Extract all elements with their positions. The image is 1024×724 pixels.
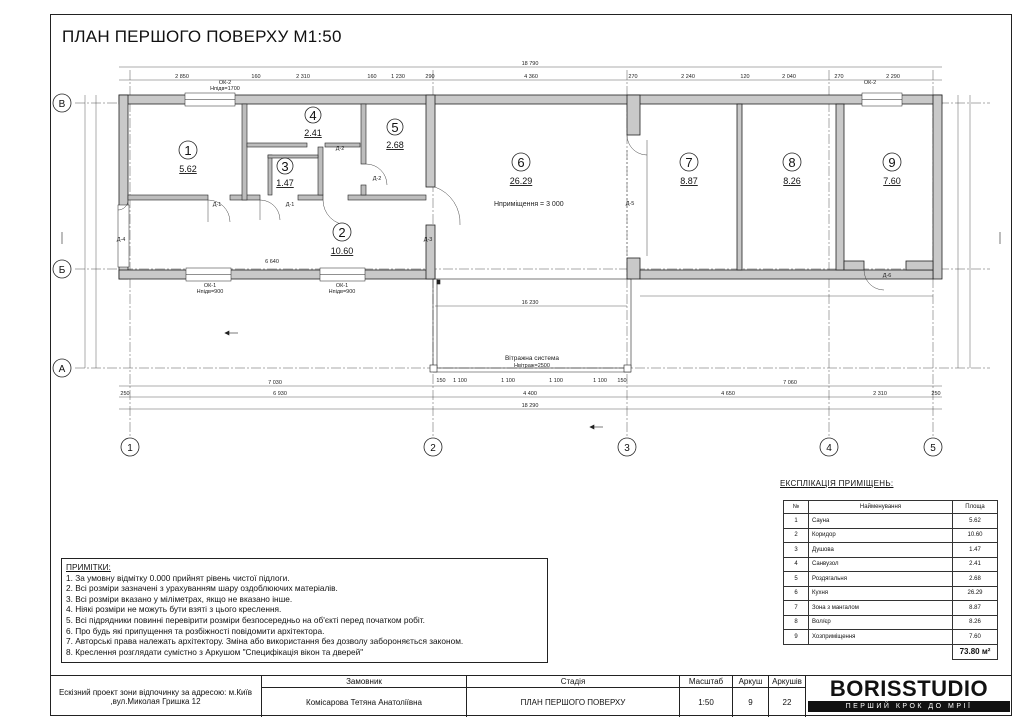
room-height-note: Hприміщення = 3 000 bbox=[494, 201, 564, 208]
dim-text: 1 100 bbox=[453, 378, 467, 384]
stage-cell bbox=[467, 676, 680, 717]
table-row bbox=[784, 514, 998, 529]
table-cell: Кухня bbox=[809, 586, 953, 601]
stage-value: ПЛАН ПЕРШОГО ПОВЕРХУ bbox=[520, 697, 626, 707]
room-number: 1 bbox=[184, 143, 192, 158]
table-cell: 8.26 bbox=[953, 615, 998, 630]
window-label: ОК-1 bbox=[203, 283, 217, 289]
door-label: Д-6 bbox=[882, 273, 892, 279]
customer-cell bbox=[262, 676, 467, 717]
table-cell: 10.60 bbox=[953, 528, 998, 543]
note-item: 4. Ніякі розміри не можуть бути взяті з цього креслення. bbox=[66, 604, 282, 615]
room-area: 10.60 bbox=[330, 246, 354, 256]
table-cell: 1 bbox=[784, 514, 809, 529]
window-label: ОК-2 bbox=[218, 80, 232, 86]
table-cell: 7.60 bbox=[953, 630, 998, 645]
room-area: 7.60 bbox=[883, 176, 901, 186]
scale-value: 1:50 bbox=[698, 697, 714, 707]
dim-text: 120 bbox=[740, 74, 750, 80]
room-area: 8.87 bbox=[680, 176, 698, 186]
dim-text: 250 bbox=[931, 391, 941, 397]
dim-text: 1 100 bbox=[549, 378, 563, 384]
room-area: 2.41 bbox=[304, 128, 322, 138]
room-area: 5.62 bbox=[179, 164, 197, 174]
logo-name: BORISSTUDIO bbox=[829, 676, 989, 701]
dim-text: 160 bbox=[251, 74, 261, 80]
door-swings bbox=[118, 135, 884, 290]
axis-col-label: 1 bbox=[127, 443, 133, 454]
door-label: Д-1 bbox=[285, 202, 295, 208]
note-item: 7. Авторські права належать архітектору. Зміна або використання без дозволу забороняється законом. bbox=[66, 636, 464, 647]
table-cell: 3 bbox=[784, 543, 809, 558]
studio-logo bbox=[808, 677, 1010, 714]
dim-text: 7 060 bbox=[783, 380, 797, 386]
axis-grid bbox=[75, 70, 990, 440]
table-header-cell: Найменування bbox=[809, 501, 953, 514]
room-number: 8 bbox=[788, 155, 796, 170]
door-label: Д-4 bbox=[116, 237, 126, 243]
window-sill: Hпідв=900 bbox=[196, 289, 224, 295]
table-cell: 9 bbox=[784, 630, 809, 645]
stage-label: Стадія bbox=[467, 676, 679, 688]
door-label: Д-5 bbox=[625, 201, 635, 207]
table-cell: Коридор bbox=[809, 528, 953, 543]
dim-text: 250 bbox=[120, 391, 130, 397]
table-cell: Сауна bbox=[809, 514, 953, 529]
dim-text: 1 100 bbox=[501, 378, 515, 384]
drawing-title: ПЛАН ПЕРШОГО ПОВЕРХУ М1:50 bbox=[62, 27, 342, 46]
table-cell: Хозприміщення bbox=[809, 630, 953, 645]
table-cell: 5 bbox=[784, 572, 809, 587]
note-item: 8. Креслення розглядати сумістно з Аркушом "Специфікація вікон та дверей" bbox=[66, 646, 364, 657]
table-cell: 4 bbox=[784, 557, 809, 572]
table-cell: 7 bbox=[784, 601, 809, 616]
explication-table bbox=[783, 500, 998, 660]
room-number: 5 bbox=[391, 120, 399, 135]
table-row bbox=[784, 528, 998, 543]
total-area: 73.80 м² bbox=[953, 644, 998, 659]
explication-title: ЕКСПЛІКАЦІЯ ПРИМІЩЕНЬ: bbox=[780, 479, 894, 488]
axis-col-label: 5 bbox=[930, 443, 936, 454]
table-row bbox=[784, 543, 998, 558]
table-cell: Вол/єр bbox=[809, 615, 953, 630]
room-number: 4 bbox=[309, 108, 317, 123]
axis-row-label: В bbox=[58, 99, 66, 110]
note-item: 6. Про будь які припущення та розбіжності повідомити архітектора. bbox=[66, 625, 325, 636]
note-item: 2. Всі розміри зазначені з урахуванням шару оздоблюючих матеріалів. bbox=[66, 583, 338, 594]
door-label: Д-2 bbox=[372, 176, 382, 182]
table-cell: 2.68 bbox=[953, 572, 998, 587]
dim-text: 4 400 bbox=[523, 391, 537, 397]
sheets-cell bbox=[769, 676, 806, 717]
axis-row-label: А bbox=[58, 364, 66, 375]
sheets-label: Аркушів bbox=[769, 676, 805, 688]
axis-col-label: 3 bbox=[624, 443, 630, 454]
dim-text: 150 bbox=[436, 378, 446, 384]
scale-cell bbox=[680, 676, 733, 717]
room-number: 2 bbox=[338, 225, 346, 240]
table-row bbox=[784, 630, 998, 645]
dim-text: 4 650 bbox=[721, 391, 735, 397]
door-label: Д-2 bbox=[335, 146, 345, 152]
window-sill: Hпідв=900 bbox=[328, 289, 356, 295]
dim-text: 270 bbox=[834, 74, 844, 80]
table-cell: 2.41 bbox=[953, 557, 998, 572]
dim-text: 290 bbox=[425, 74, 435, 80]
note-item: 3. Всі розміри вказано у міліметрах, якщо не вказано інше. bbox=[66, 593, 293, 604]
room-area: 1.47 bbox=[276, 178, 294, 188]
project-cell bbox=[50, 676, 262, 717]
table-header-cell: Площа bbox=[953, 501, 998, 514]
dim-text: 160 bbox=[367, 74, 377, 80]
table-cell: 6 bbox=[784, 586, 809, 601]
dim-overall-bottom: 18 290 bbox=[521, 403, 539, 409]
dim-text: 2 040 bbox=[782, 74, 796, 80]
dim-text: 2 310 bbox=[873, 391, 887, 397]
table-cell: Роздягальня bbox=[809, 572, 953, 587]
window-label: ОК-2 bbox=[863, 80, 877, 86]
table-row bbox=[784, 586, 998, 601]
room-number: 3 bbox=[281, 159, 289, 174]
dim-text: 150 bbox=[617, 378, 627, 384]
scale-label: Масштаб bbox=[680, 676, 732, 688]
dim-text: 2 240 bbox=[681, 74, 695, 80]
logo-tagline: ПЕРШИЙ КРОК ДО МРІЇ bbox=[808, 701, 1010, 712]
sheet-label: Аркуш bbox=[733, 676, 768, 688]
axis-col-label: 4 bbox=[826, 443, 832, 454]
dim-text: 1 230 bbox=[391, 74, 405, 80]
table-row bbox=[784, 615, 998, 630]
note-item: 1. За умовну відмітку 0.000 прийнят рівень чистої підлоги. bbox=[66, 572, 290, 583]
dim-corridor: 6 640 bbox=[265, 259, 279, 265]
table-cell: Душова bbox=[809, 543, 953, 558]
dim-text: 2 850 bbox=[175, 74, 189, 80]
table-cell: Зона з мангалом bbox=[809, 601, 953, 616]
dim-text: 7 030 bbox=[268, 380, 282, 386]
room-area: 2.68 bbox=[386, 140, 404, 150]
room-number: 6 bbox=[517, 155, 525, 170]
window-sill: Hпідв=1700 bbox=[210, 86, 240, 92]
notes-panel bbox=[61, 558, 548, 663]
table-cell: 1.47 bbox=[953, 543, 998, 558]
table-cell: 2 bbox=[784, 528, 809, 543]
table-header-row bbox=[784, 501, 998, 514]
customer-name: Комісарова Тетяна Анатоліївна bbox=[306, 697, 422, 707]
glazing-height: Hвітраж=2500 bbox=[514, 363, 550, 369]
table-cell: 5.62 bbox=[953, 514, 998, 529]
axis-row-label: Б bbox=[58, 265, 66, 276]
dim-overall-top: 18 790 bbox=[521, 61, 539, 67]
table-header-cell: № bbox=[784, 501, 809, 514]
dim-text: 270 bbox=[628, 74, 638, 80]
table-cell: Санвузол bbox=[809, 557, 953, 572]
table-row bbox=[784, 572, 998, 587]
dim-text: 4 360 bbox=[524, 74, 538, 80]
note-item: 5. Всі підрядники повинні перевірити розміри безпосередньо на об'єкті перед початком робіт. bbox=[66, 614, 425, 625]
room-markers bbox=[179, 107, 901, 241]
door-label: Д-1 bbox=[212, 202, 222, 208]
table-row bbox=[784, 557, 998, 572]
sheets-value: 22 bbox=[782, 697, 792, 707]
table-cell: 8.87 bbox=[953, 601, 998, 616]
dim-long: 16 230 bbox=[521, 300, 539, 306]
windows bbox=[118, 93, 902, 281]
project-description: Ескізний проект зони відпочинку за адресою: м.Київ ,вул.Миколая Гришка 12 bbox=[59, 688, 252, 706]
room-area: 26.29 bbox=[509, 176, 533, 186]
glazing-label: Вітражна система bbox=[504, 355, 560, 362]
table-cell: 26.29 bbox=[953, 586, 998, 601]
room-area: 8.26 bbox=[783, 176, 801, 186]
table-total-row bbox=[784, 644, 998, 659]
room-number: 9 bbox=[888, 155, 896, 170]
door-label: Д-3 bbox=[423, 237, 433, 243]
room-numbers bbox=[184, 108, 895, 240]
dim-text: 2 310 bbox=[296, 74, 310, 80]
plan-annotations bbox=[117, 146, 892, 369]
dim-text: 1 100 bbox=[593, 378, 607, 384]
notes-header: ПРИМІТКИ: bbox=[66, 562, 111, 572]
room-number: 7 bbox=[685, 155, 693, 170]
window-label: ОК-1 bbox=[335, 283, 349, 289]
sheet-value: 9 bbox=[748, 697, 753, 707]
table-cell: 8 bbox=[784, 615, 809, 630]
sheet-cell bbox=[733, 676, 769, 717]
dim-text: 6 930 bbox=[273, 391, 287, 397]
dim-text: 2 290 bbox=[886, 74, 900, 80]
customer-label: Замовник bbox=[262, 676, 466, 688]
table-row bbox=[784, 601, 998, 616]
axis-col-label: 2 bbox=[430, 443, 436, 454]
